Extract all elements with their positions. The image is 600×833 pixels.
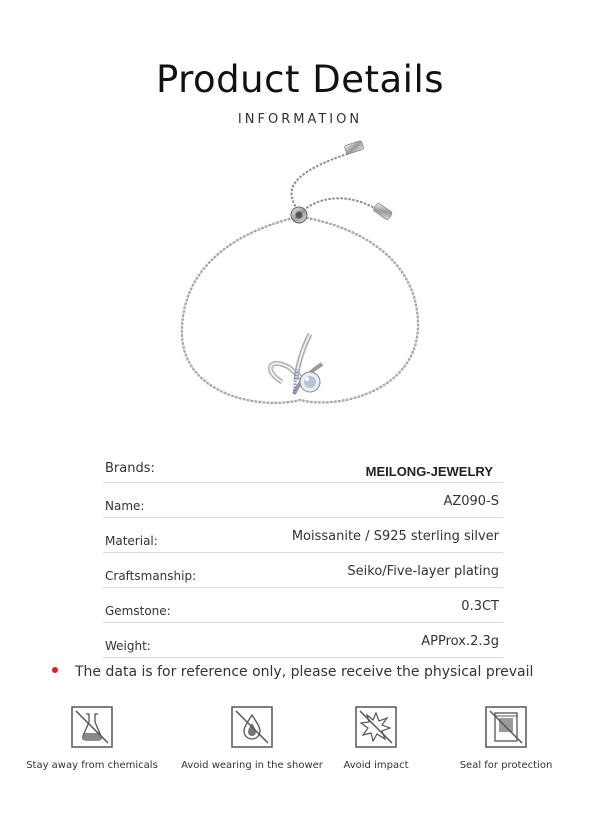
spec-value: APProx.2.3g (421, 634, 499, 649)
spec-label: Material: (105, 534, 158, 548)
no-chemicals-icon (71, 706, 113, 748)
care-caption: Avoid wearing in the shower (181, 760, 323, 771)
care-item-chemicals (12, 700, 172, 771)
seal-protection-icon (485, 706, 527, 748)
spec-label: Gemstone: (105, 604, 171, 618)
spec-label: Weight: (105, 639, 151, 653)
care-caption: Stay away from chemicals (26, 760, 158, 771)
spec-row-craftsmanship (103, 553, 503, 588)
reference-note (52, 664, 572, 680)
page-title: Product Details (155, 58, 445, 101)
spec-value: 0.3CT (461, 599, 499, 614)
spec-row-name (103, 483, 503, 518)
spec-row-gemstone (103, 588, 503, 623)
spec-label: Name: (105, 499, 145, 513)
spec-value: Moissanite / S925 sterling silver (291, 529, 499, 544)
bracelet-image (150, 135, 450, 455)
care-icons (0, 700, 600, 800)
spec-label: Brands: (105, 461, 155, 476)
no-shower-icon (231, 706, 273, 748)
spec-value: MEILONG-JEWELRY (365, 464, 493, 479)
spec-value: AZ090-S (443, 494, 499, 509)
page-subtitle: INFORMATION (237, 112, 363, 127)
spec-value: Seiko/Five-layer plating (347, 564, 499, 579)
spec-label: Craftsmanship: (105, 569, 197, 583)
care-caption: Seal for protection (459, 760, 553, 771)
red-dot-icon (52, 667, 58, 673)
spec-row-brand (103, 448, 503, 483)
spec-row-weight (103, 623, 503, 658)
spec-row-material (103, 518, 503, 553)
care-caption: Avoid impact (343, 760, 409, 771)
spec-table (103, 448, 503, 658)
reference-note-text: The data is for reference only, please receive the physical prevail (75, 664, 534, 680)
avoid-impact-icon (355, 706, 397, 748)
care-item-seal (426, 700, 586, 771)
